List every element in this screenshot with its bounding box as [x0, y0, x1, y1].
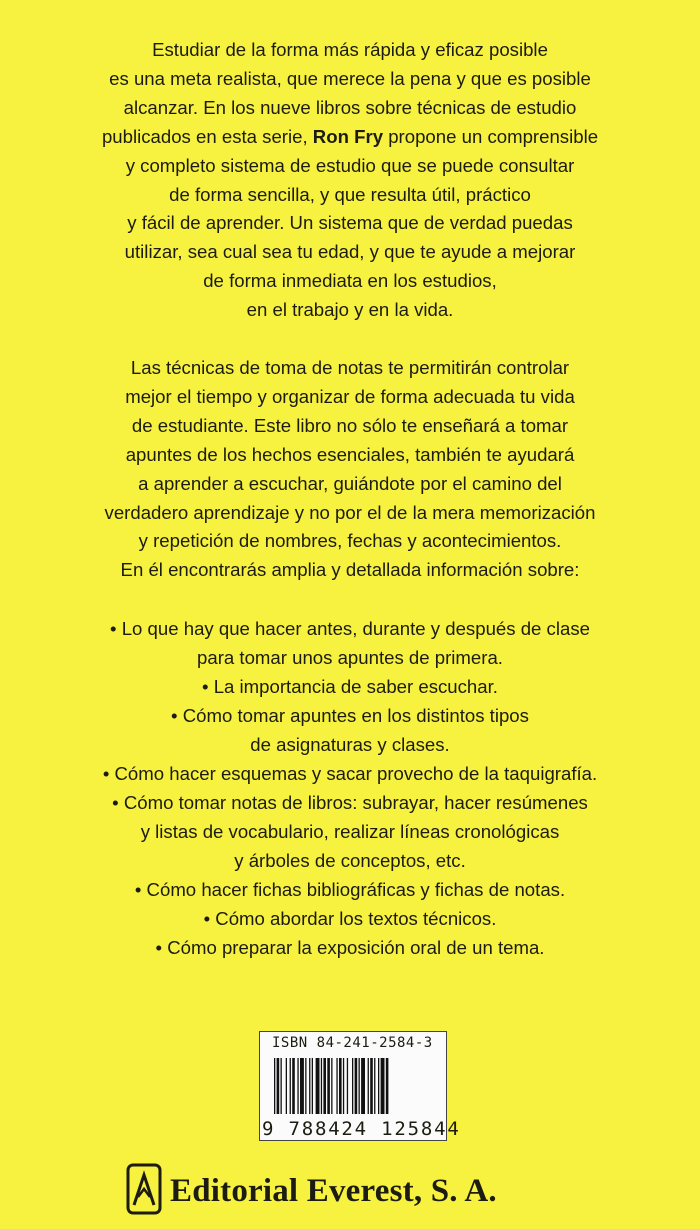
- text-line: mejor el tiempo y organizar de forma adecuada tu vida: [125, 385, 575, 407]
- list-item: • Cómo abordar los textos técnicos.: [203, 908, 497, 929]
- publisher-block: [126, 1163, 596, 1223]
- intro-paragraph: [40, 36, 660, 325]
- list-item: • Cómo hacer fichas bibliográficas y fichas de notas.: [134, 879, 566, 900]
- bullet-list: [40, 614, 660, 962]
- text-line: apuntes de los hechos esenciales, también te ayudará: [125, 443, 575, 465]
- list-item: • Cómo tomar apuntes en los distintos tipos: [171, 705, 529, 726]
- list-item: • La importancia de saber escuchar.: [202, 676, 498, 697]
- author-name: Ron Fry: [312, 125, 384, 147]
- text-line: Las técnicas de toma de notas te permitirán controlar: [130, 357, 570, 378]
- isbn-barcode: [259, 1031, 461, 1141]
- text-line: de estudiante. Este libro no sólo te enseñará a tomar: [131, 414, 569, 436]
- list-item: de asignaturas y clases.: [250, 734, 450, 755]
- text-line: En él encontrarás amplia y detallada información sobre:: [120, 559, 580, 581]
- text-line: a aprender a escuchar, guiándote por el camino del: [138, 472, 562, 494]
- text-line: verdadero aprendizaje y no por el de la mera memorización: [104, 501, 596, 523]
- ean-number: 9 788424 125844: [262, 1118, 461, 1140]
- text-fragment: publicados en esta serie,: [101, 125, 313, 147]
- text-line: y completo sistema de estudio que se puede consultar: [125, 154, 575, 176]
- description-paragraph: [40, 354, 660, 585]
- list-item: para tomar unos apuntes de primera.: [197, 647, 503, 668]
- text-line: de forma sencilla, y que resulta útil, práctico: [169, 183, 531, 205]
- text-line: y fácil de aprender. Un sistema que de verdad puedas: [127, 212, 573, 234]
- isbn-number: ISBN 84-241-2584-3: [272, 1035, 433, 1051]
- text-fragment: propone un comprensible: [383, 125, 599, 147]
- list-item: y árboles de conceptos, etc.: [234, 850, 466, 871]
- barcode-icon: [274, 1058, 434, 1114]
- text-line: alcanzar. En los nueve libros sobre técnicas de estudio: [123, 96, 577, 118]
- publisher-logo-icon: [126, 1163, 162, 1215]
- text-line: de forma inmediata en los estudios,: [203, 270, 497, 292]
- list-item: • Lo que hay que hacer antes, durante y después de clase: [110, 618, 590, 639]
- text-line: utilizar, sea cual sea tu edad, y que te ayude a mejorar: [124, 241, 576, 263]
- text-line: en el trabajo y en la vida.: [246, 299, 454, 321]
- list-item: • Cómo hacer esquemas y sacar provecho de la taquigrafía.: [102, 763, 598, 784]
- list-item: y listas de vocabulario, realizar líneas cronológicas: [140, 821, 560, 842]
- text-line: es una meta realista, que merece la pena y que es posible: [109, 67, 591, 89]
- text-line: y repetición de nombres, fechas y acontecimientos.: [138, 530, 562, 552]
- list-item: • Cómo preparar la exposición oral de un tema.: [155, 937, 545, 958]
- text-line: Estudiar de la forma más rápida y eficaz posible: [152, 39, 548, 60]
- list-item: • Cómo tomar notas de libros: subrayar, hacer resúmenes: [112, 792, 588, 813]
- publisher-name: Editorial Everest, S. A.: [170, 1173, 497, 1209]
- text-line: [40, 123, 660, 152]
